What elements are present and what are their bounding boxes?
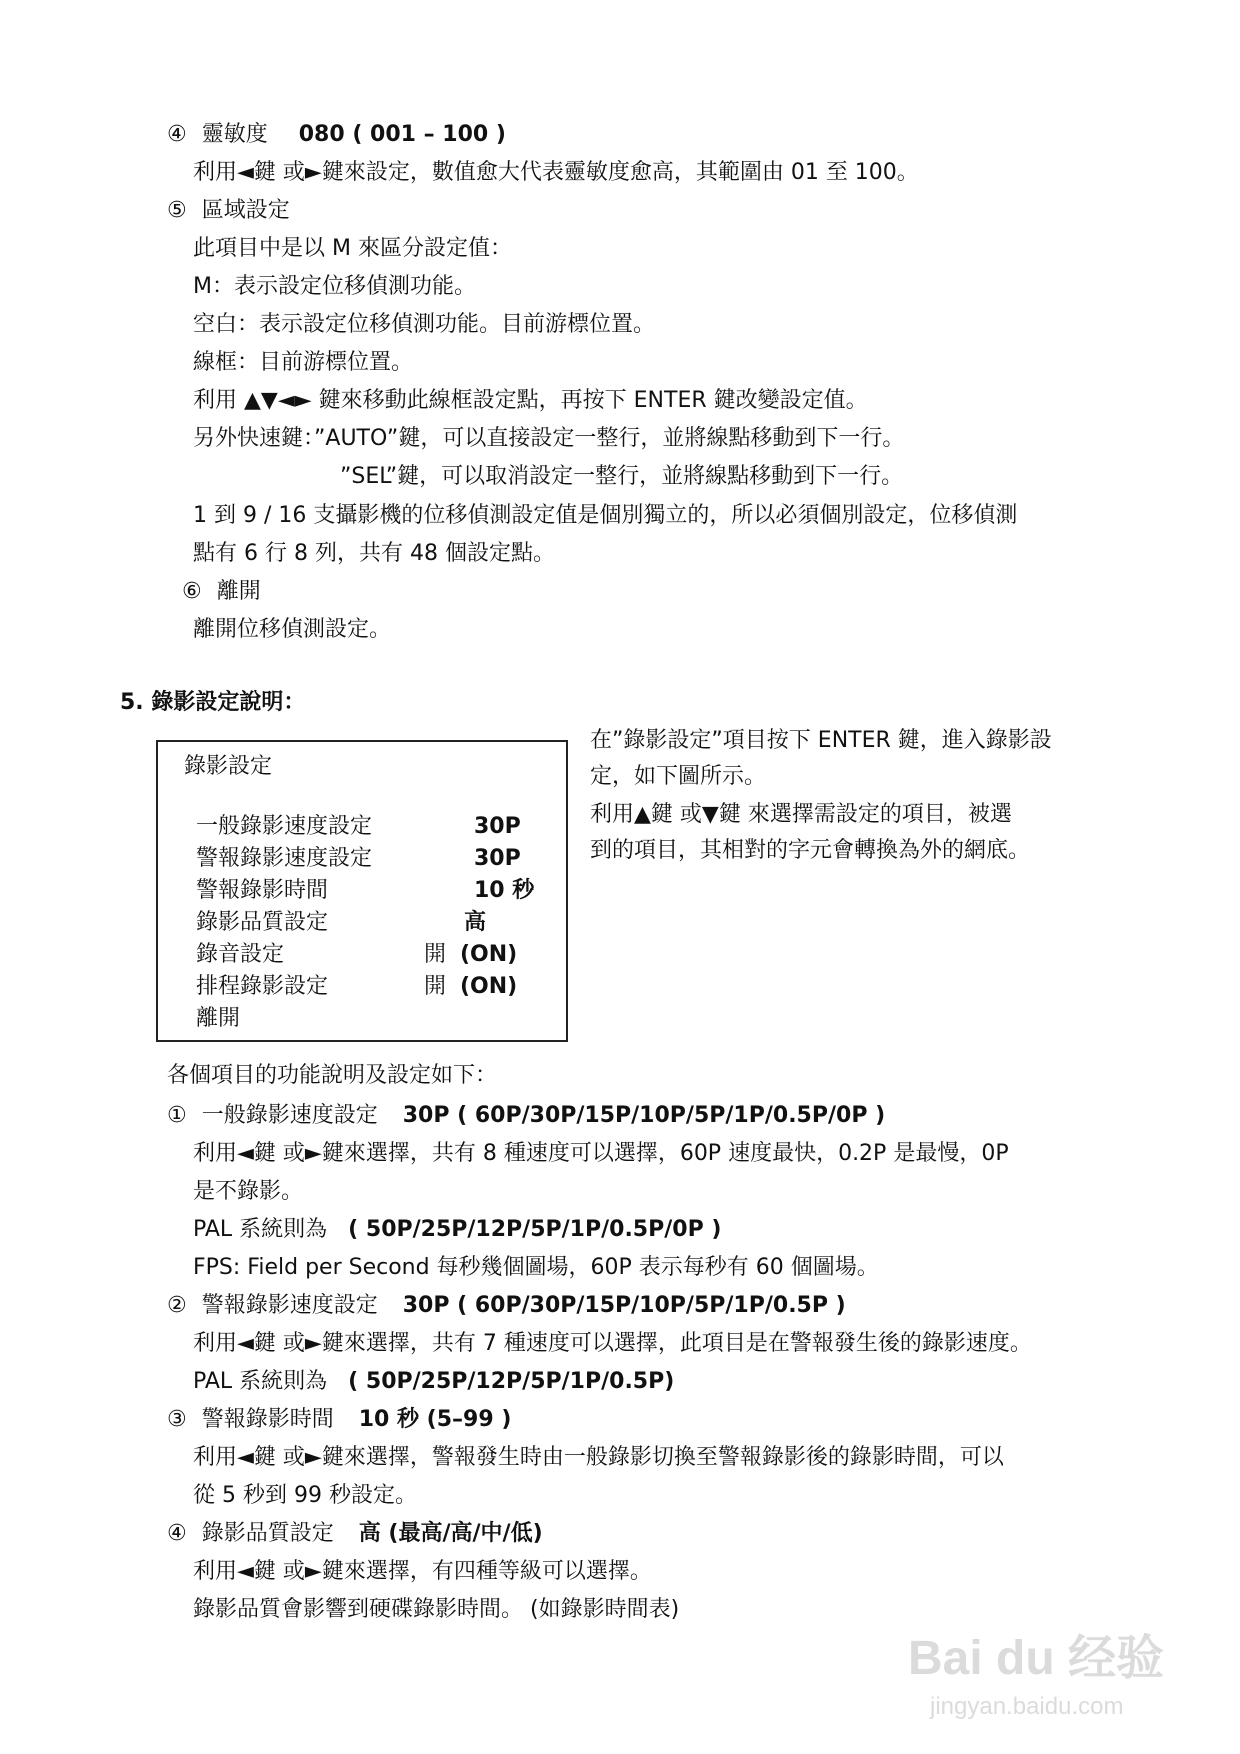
item-text: 錄影品質會影響到硬碟錄影時間。 (如錄影時間表) [193,1597,680,1622]
baidu-watermark [900,1614,1200,1724]
svg-text:Bai du 经验: Bai du 经验 [908,1632,1165,1685]
menu-row-label: 警報錄影速度設定 [196,846,373,871]
area-line: 另外快速鍵：”AUTO”鍵，可以直接設定一整行，並將線點移動到下一行。 [193,426,905,451]
menu-row-label: 錄影品質設定 [196,910,329,935]
area-line: 線框：目前游標位置。 [193,350,414,375]
svg-text:jingyan.baidu.com: jingyan.baidu.com [930,1693,1124,1720]
menu-title: 錄影設定 [184,754,273,779]
sensitivity-desc: 利用◄鍵 或►鍵來設定，數值愈大代表靈敏度愈高，其範圍由 01 至 100。 [193,160,919,185]
menu-row-value: 10 秒 [474,878,535,903]
item-text: 利用◄鍵 或►鍵來選擇，有四種等級可以選擇。 [193,1559,652,1584]
sensitivity-heading: ④ 靈敏度 080 ( 001 – 100 ) [167,122,506,147]
area-heading: ⑤ 區域設定 [167,198,290,223]
menu-row-value: (ON) [460,942,518,967]
menu-row-state: 開 [424,942,447,967]
area-line: M：表示設定位移偵測功能。 [193,274,476,299]
item-heading: ④ 錄影品質設定 高 (最高/高/中/低) [167,1521,543,1546]
record-menu-box [156,740,568,1042]
item-text: 利用◄鍵 或►鍵來選擇，共有 7 種速度可以選擇，此項目是在警報發生後的錄影速度。 [193,1331,1032,1356]
menu-row-label: 錄音設定 [196,942,285,967]
menu-row-value: 30P [474,846,521,871]
area-line: 空白：表示設定位移偵測功能。目前游標位置。 [193,312,656,337]
item-text: 利用◄鍵 或►鍵來選擇，共有 8 種速度可以選擇，60P 速度最快，0.2P 是最慢，0P [193,1141,1009,1166]
pal-line: PAL 系統則為 ( 50P/25P/12P/5P/1P/0.5P/0P ) [193,1217,722,1242]
menu-row-label: 排程錄影設定 [196,974,329,999]
item-text: 是不錄影。 [193,1179,304,1204]
section-title: 5. 錄影設定說明： [120,690,306,715]
area-line: 此項目中是以 M 來區分設定值： [193,236,512,261]
item-text: 從 5 秒到 99 秒設定。 [193,1483,417,1508]
side-text: 到的項目，其相對的字元會轉換為外的網底。 [590,838,1031,863]
menu-row-label: 警報錄影時間 [196,878,329,903]
menu-row-value: 30P [474,814,521,839]
area-line: 1 到 9 / 16 支攝影機的位移偵測設定值是個別獨立的，所以必須個別設定，位移偵測 [193,503,1018,528]
menu-row-value: (ON) [460,974,518,999]
area-line: 利用 ▲▼◄► 鍵來移動此線框設定點，再按下 ENTER 鍵改變設定值。 [193,388,868,413]
item-heading: ③ 警報錄影時間 10 秒 (5–99 ) [167,1407,512,1432]
items-intro: 各個項目的功能說明及設定如下： [167,1063,498,1088]
side-text: 利用▲鍵 或▼鍵 來選擇需設定的項目，被選 [590,802,1012,827]
exit-heading: ⑥ 離開 [182,579,261,604]
item-text: FPS: Field per Second 每秒幾個圖場，60P 表示每秒有 60 個圖場。 [193,1255,879,1280]
menu-row-state: 開 [424,974,447,999]
item-heading: ① 一般錄影速度設定 30P ( 60P/30P/15P/10P/5P/1P/0.5P/0P ) [167,1103,886,1128]
exit-desc: 離開位移偵測設定。 [193,617,392,642]
menu-row-label: 一般錄影速度設定 [196,814,373,839]
menu-exit: 離開 [196,1006,241,1031]
pal-line: PAL 系統則為 ( 50P/25P/12P/5P/1P/0.5P) [193,1369,675,1394]
menu-row-value: 高 [464,910,487,935]
side-text: 定，如下圖所示。 [590,764,767,789]
item-heading: ② 警報錄影速度設定 30P ( 60P/30P/15P/10P/5P/1P/0.5P ) [167,1293,846,1318]
side-text: 在”錄影設定”項目按下 ENTER 鍵，進入錄影設 [590,728,1052,753]
area-line: ”SEL”鍵，可以取消設定一整行，並將線點移動到下一行。 [340,464,904,489]
item-text: 利用◄鍵 或►鍵來選擇，警報發生時由一般錄影切換至警報錄影後的錄影時間，可以 [193,1445,1004,1470]
baidu-paw-icon [900,1614,1200,1724]
area-line: 點有 6 行 8 列，共有 48 個設定點。 [193,541,555,566]
